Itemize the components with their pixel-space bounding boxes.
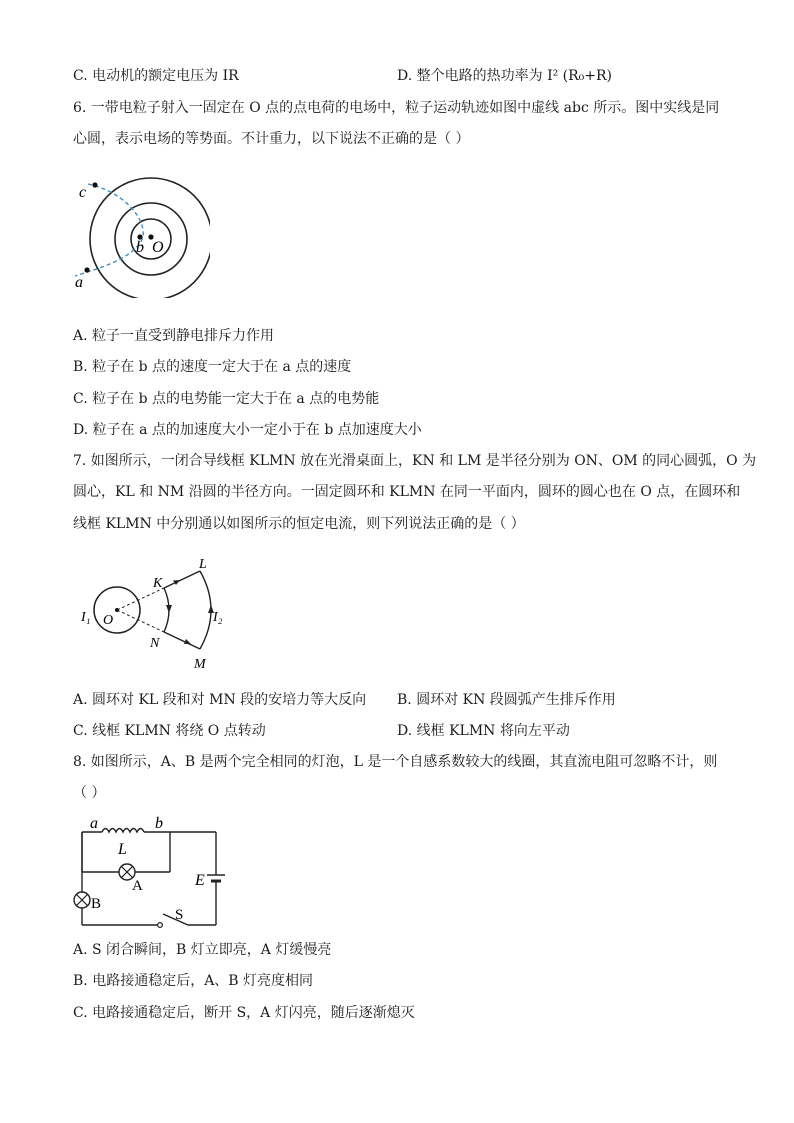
q7-arrow-NK xyxy=(166,605,172,613)
q7-option-b: B. 圆环对 KN 段圆弧产生排斥作用 xyxy=(397,692,616,708)
q7-stem-line3: 线框 KLMN 中分别通以如图所示的恒定电流，则下列说法正确的是（ ） xyxy=(73,516,525,532)
q7-label-L: L xyxy=(199,557,207,572)
q8-circuit-figure xyxy=(70,812,230,934)
q6-option-d: D. 粒子在 a 点的加速度大小一定小于在 b 点加速度大小 xyxy=(73,422,422,438)
q8-label-L: L xyxy=(118,841,127,858)
q6-label-a: a xyxy=(75,274,83,291)
q5-option-d: D. 整个电路的热功率为 I² (R₀+R) xyxy=(397,68,613,84)
q6-option-b: B. 粒子在 b 点的速度一定大于在 a 点的速度 xyxy=(73,359,352,375)
q7-label-I2: I₂ xyxy=(213,610,223,625)
q6-label-b: b xyxy=(136,239,144,256)
q7-option-d: D. 线框 KLMN 将向左平动 xyxy=(397,723,570,739)
q8-label-A: A xyxy=(132,878,143,894)
q8-label-a: a xyxy=(90,815,98,832)
q7-wireframe-figure xyxy=(76,553,236,675)
q7-arrow-MN xyxy=(184,639,191,644)
q7-stem-line1: 7. 如图所示，一闭合导线框 KLMN 放在光滑桌面上，KN 和 LM 是半径分别为 ON、OM 的同心圆弧，O 为 xyxy=(73,453,757,469)
q7-label-O: O xyxy=(103,613,114,628)
q8-label-b: b xyxy=(155,815,163,832)
q8-label-B: B xyxy=(91,896,102,912)
q7-segment-KL xyxy=(164,571,200,588)
q7-segment-NM xyxy=(164,632,200,649)
q7-label-I1: I₁ xyxy=(81,610,91,625)
q6-label-c: c xyxy=(79,184,87,201)
q5-option-c: C. 电动机的额定电压为 IR xyxy=(73,68,239,84)
q7-label-M: M xyxy=(194,657,206,672)
q6-label-O: O xyxy=(152,239,164,256)
q6-equipotential-figure xyxy=(70,168,210,298)
q6-stem-line2: 心圆，表示电场的等势面。不计重力，以下说法不正确的是（ ） xyxy=(73,131,470,147)
q8-option-a: A. S 闭合瞬间，B 灯立即亮，A 灯缓慢亮 xyxy=(73,942,332,958)
q7-label-K: K xyxy=(153,576,163,591)
q6-option-a: A. 粒子一直受到静电排斥力作用 xyxy=(73,328,275,344)
q7-option-a: A. 圆环对 KL 段和对 MN 段的安培力等大反向 xyxy=(73,692,367,708)
q8-stem-line1: 8. 如图所示，A、B 是两个完全相同的灯泡，L 是一个自感系数较大的线圈，其直流电阻可忽略不计，则 xyxy=(73,754,718,770)
q7-stem-line2: 圆心，KL 和 NM 沿圆的半径方向。一固定圆环和 KLMN 在同一平面内，圆环的圆心也在 O 点，在圆环和 xyxy=(73,484,741,500)
q8-option-b: B. 电路接通稳定后，A、B 灯亮度相同 xyxy=(73,973,314,989)
q8-stem-line2: （ ） xyxy=(73,785,106,801)
q7-option-c: C. 线框 KLMN 将绕 O 点转动 xyxy=(73,723,266,739)
q8-switch-contact xyxy=(158,923,163,928)
q6-point-c xyxy=(92,182,97,187)
q8-inductor-L xyxy=(102,829,144,833)
q6-point-a xyxy=(84,267,89,272)
q6-stem-line1: 6. 一带电粒子射入一固定在 O 点的点电荷的电场中，粒子运动轨迹如图中虚线 abc 所示。图中实线是同 xyxy=(73,100,720,116)
q7-label-N: N xyxy=(150,636,160,651)
q6-option-c: C. 粒子在 b 点的电势能一定大于在 a 点的电势能 xyxy=(73,391,380,407)
q8-label-E: E xyxy=(195,872,205,889)
q8-option-c: C. 电路接通稳定后，断开 S，A 灯闪亮，随后逐渐熄灭 xyxy=(73,1005,415,1021)
q8-label-S: S xyxy=(175,907,184,923)
